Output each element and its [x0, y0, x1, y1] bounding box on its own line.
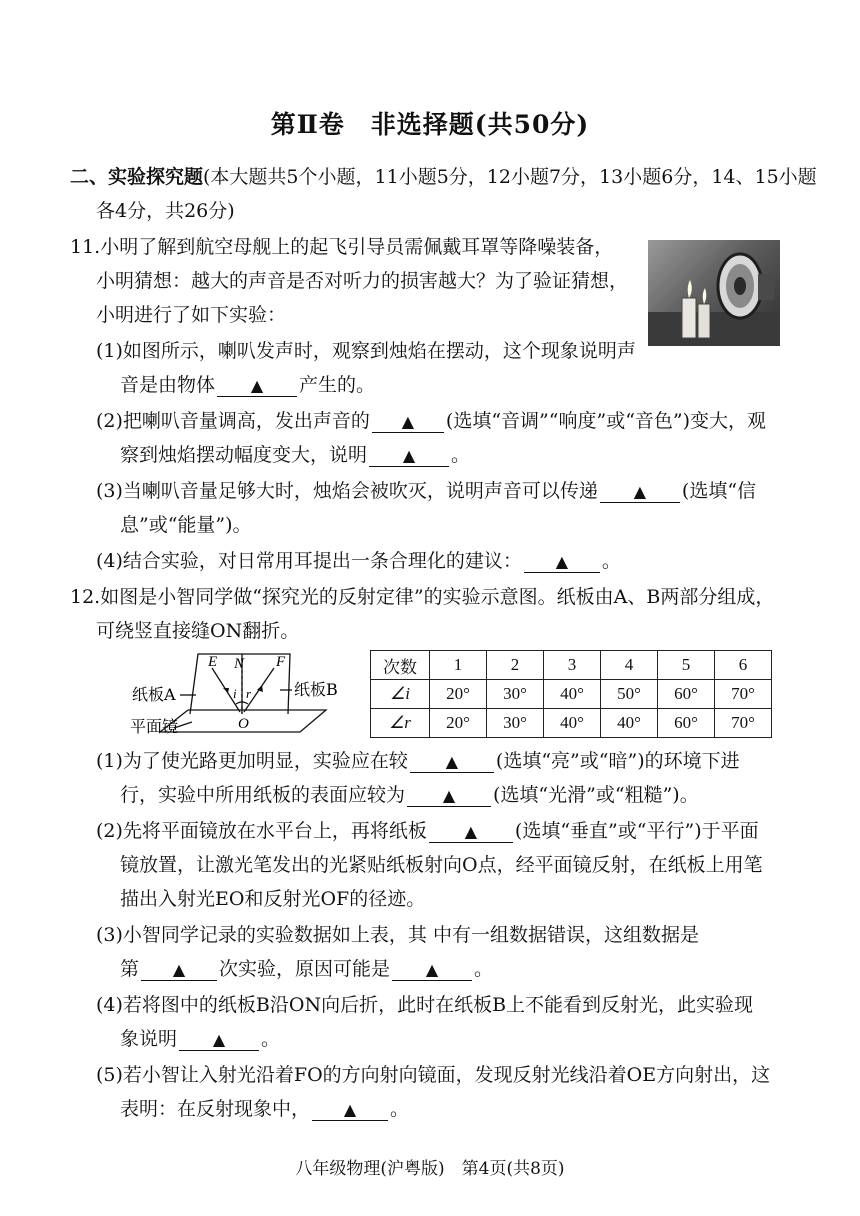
answer-blank[interactable] — [369, 445, 449, 467]
q12-number: 12. — [70, 586, 101, 608]
q12-part4-line2 — [120, 1026, 280, 1052]
table-cell: ∠i — [371, 680, 430, 709]
blank-triangle: ▲ — [445, 752, 459, 771]
table-cell: 1 — [430, 651, 487, 680]
q11-part3-text: (3)当喇叭音量足够大时，烛焰会被吹灭，说明声音可以传递 — [96, 480, 598, 502]
q12-stem-line1 — [70, 584, 774, 610]
q11-stem-line1 — [70, 234, 613, 260]
q12-part2-text-end: (选填“垂直”或“平行”)于平面 — [514, 820, 759, 842]
q11-part1-line1: (1)如图所示，喇叭发声时，观察到烛焰在摆动，这个现象说明声 — [96, 340, 636, 362]
label-board-b: 纸板B — [294, 680, 338, 699]
label-mirror: 平面镜 — [130, 717, 179, 736]
q11-part1-line2 — [120, 372, 375, 398]
q12-part2-text: (2)先将平面镜放在水平台上，再将纸板 — [96, 820, 427, 842]
label-r: r — [246, 686, 252, 701]
table-cell: 20° — [430, 709, 487, 738]
blank-triangle: ▲ — [401, 412, 415, 431]
q12-part1-line1 — [96, 748, 740, 774]
table-cell: 2 — [487, 651, 544, 680]
table-cell: 30° — [487, 709, 544, 738]
q12-part5-text: 表明：在反射现象中， — [120, 1098, 311, 1120]
table-cell: 30° — [487, 680, 544, 709]
table-cell: 4 — [601, 651, 658, 680]
answer-blank[interactable] — [407, 785, 491, 807]
blank-triangle: ▲ — [402, 446, 416, 465]
q11-part2-text2-end: 。 — [451, 444, 471, 466]
blank-triangle: ▲ — [442, 786, 456, 805]
table-cell: 40° — [601, 709, 658, 738]
q12-part3-line2 — [120, 956, 493, 982]
section-desc-cont: 各4分，共26分) — [96, 200, 235, 222]
angle-data-table — [370, 650, 772, 738]
label-f: F — [276, 654, 286, 670]
table-cell: 3 — [544, 651, 601, 680]
q12-part1-text2-end: (选填“光滑”或“粗糙”)。 — [493, 784, 699, 806]
q12-part2-line1 — [96, 818, 759, 844]
q11-stem-line2: 小明猜想：越大的声音是否对听力的损害越大？为了验证猜想， — [96, 270, 629, 292]
table-row — [371, 709, 772, 738]
answer-blank[interactable] — [179, 1029, 259, 1051]
table-row — [371, 651, 772, 680]
reflection-diagram — [130, 648, 360, 738]
answer-blank[interactable] — [372, 411, 444, 433]
label-board-a: 纸板A — [132, 685, 176, 704]
q11-part3-line1 — [96, 478, 756, 504]
blank-triangle: ▲ — [425, 960, 439, 979]
blank-triangle: ▲ — [464, 822, 478, 841]
q12-part3-line1: (3)小智同学记录的实验数据如上表，其 中有一组数据错误，这组数据是 — [96, 924, 699, 946]
q11-part2-text-end: (选填“音调”“响度”或“音色”)变大，观 — [445, 410, 767, 432]
q12-text: 如图是小智同学做“探究光的反射定律”的实验示意图。纸板由A、B两部分组成， — [100, 586, 775, 608]
q11-text: 小明了解到航空母舰上的起飞引导员需佩戴耳罩等降噪装备， — [100, 236, 614, 258]
answer-blank[interactable] — [141, 959, 217, 981]
blank-triangle: ▲ — [172, 960, 186, 979]
table-row — [371, 680, 772, 709]
q11-part4-text: (4)结合实验，对日常用耳提出一条合理化的建议： — [96, 550, 522, 572]
q12-part4-text-end: 。 — [261, 1028, 281, 1050]
blank-triangle: ▲ — [633, 482, 647, 501]
q12-part5-line1: (5)若小智让入射光沿着FO的方向射向镜面，发现反射光线沿着OE方向射出，这 — [96, 1064, 771, 1086]
label-e: E — [208, 654, 218, 670]
q11-part2-text: (2)把喇叭音量调高，发出声音的 — [96, 410, 370, 432]
page-title: 第Ⅱ卷 非选择题(共50分) — [270, 110, 590, 139]
answer-blank[interactable] — [600, 481, 680, 503]
answer-blank[interactable] — [524, 551, 600, 573]
table-cell: 20° — [430, 680, 487, 709]
table-cell: 70° — [715, 680, 772, 709]
q12-part1-text2: 行，实验中所用纸板的表面应较为 — [120, 784, 406, 806]
label-i: i — [233, 686, 237, 701]
q11-part3-line2: 息”或“能量”)。 — [120, 514, 252, 536]
q12-part1-line2 — [120, 782, 699, 808]
table-cell: 60° — [658, 680, 715, 709]
q11-part2-line2 — [120, 442, 470, 468]
q11-number: 11. — [70, 236, 101, 258]
q11-stem-line3: 小明进行了如下实验： — [96, 304, 287, 326]
q12-part1-text-end: (选填“亮”或“暗”)的环境下进 — [495, 750, 740, 772]
table-cell: 5 — [658, 651, 715, 680]
q12-part2-line2: 镜放置，让激光笔发出的光紧贴纸板射向O点，经平面镜反射，在纸板上用笔 — [120, 854, 763, 876]
q11-part4 — [96, 548, 621, 574]
q12-part2-line3: 描出入射光EO和反射光OF的径迹。 — [120, 888, 426, 910]
blank-triangle: ▲ — [555, 552, 569, 571]
table-cell: ∠r — [371, 709, 430, 738]
q11-part1-text: 音是由物体 — [120, 374, 216, 396]
q12-part4-line1: (4)若将图中的纸板B沿ON向后折，此时在纸板B上不能看到反射光，此实验现 — [96, 994, 754, 1016]
table-cell: 40° — [544, 709, 601, 738]
q12-stem-line2: 可绕竖直接缝ON翻折。 — [96, 620, 300, 642]
section-desc: (本大题共5个小题，11小题5分，12小题7分，13小题6分，14、15小题 — [203, 166, 817, 188]
table-cell: 次数 — [371, 651, 430, 680]
table-cell: 40° — [544, 680, 601, 709]
table-cell: 70° — [715, 709, 772, 738]
q12-part5-text-end: 。 — [390, 1098, 410, 1120]
answer-blank[interactable] — [312, 1099, 388, 1121]
q12-part4-text: 象说明 — [120, 1028, 178, 1050]
blank-triangle: ▲ — [343, 1100, 357, 1119]
q11-part2-text2: 察到烛焰摆动幅度变大，说明 — [120, 444, 368, 466]
q12-part3-text-end: 。 — [474, 958, 494, 980]
answer-blank[interactable] — [410, 751, 494, 773]
answer-blank[interactable] — [392, 959, 472, 981]
page-footer: 八年级物理(沪粤版) 第4页(共8页) — [295, 1159, 565, 1179]
label-o: O — [238, 716, 249, 732]
label-n: N — [234, 656, 245, 672]
q11-part1-text-end: 产生的。 — [299, 374, 376, 396]
speaker-candle-illustration — [648, 240, 780, 346]
speaker-candle-photo — [648, 240, 780, 346]
blank-triangle: ▲ — [212, 1030, 226, 1049]
section-header — [70, 164, 817, 190]
q11-part4-text-end: 。 — [601, 550, 621, 572]
answer-blank[interactable] — [429, 821, 513, 843]
q11-part3-text-end: (选填“信 — [681, 480, 757, 502]
table-cell: 50° — [601, 680, 658, 709]
table-cell: 6 — [715, 651, 772, 680]
q12-part3-text-mid: 次实验，原因可能是 — [219, 958, 391, 980]
section-label: 二、实验探究题 — [70, 166, 204, 188]
table-cell: 60° — [658, 709, 715, 738]
q12-part1-text: (1)为了使光路更加明显，实验应在较 — [96, 750, 408, 772]
answer-blank[interactable] — [217, 375, 297, 397]
q12-part5-line2 — [120, 1096, 409, 1122]
blank-triangle: ▲ — [250, 376, 264, 395]
q11-part2-line1 — [96, 408, 766, 434]
q12-part3-text: 第 — [120, 958, 140, 980]
